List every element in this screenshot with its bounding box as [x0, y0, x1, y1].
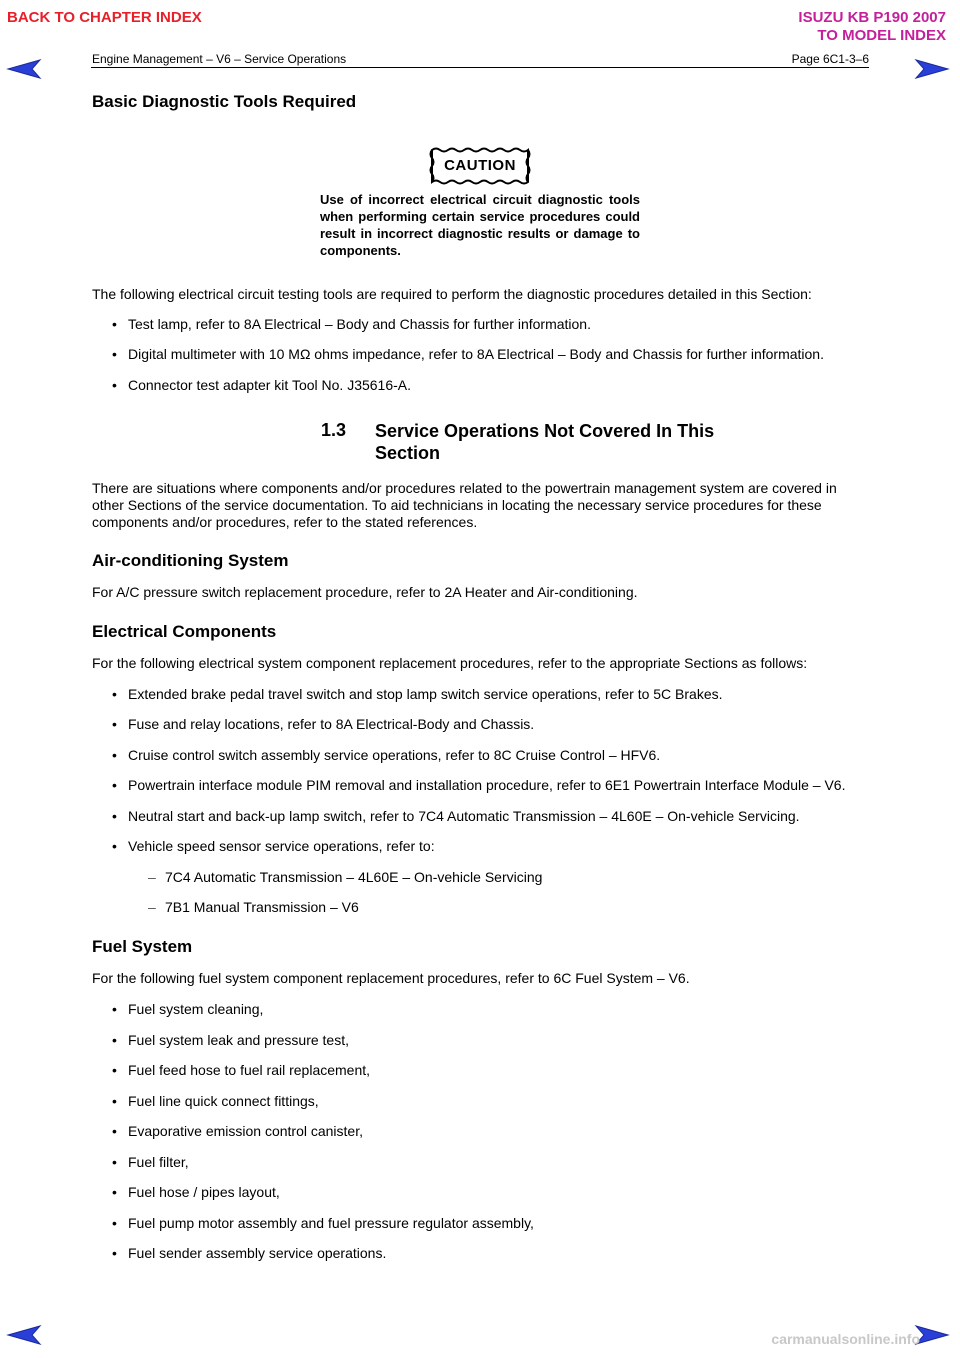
electrical-heading: Electrical Components: [92, 622, 277, 641]
fuel-heading: Fuel System: [92, 937, 193, 956]
bullet-icon: •: [112, 316, 117, 332]
bullet-icon: •: [112, 838, 117, 854]
bullet-icon: •: [112, 747, 117, 763]
aircon-heading: Air-conditioning System: [92, 551, 289, 570]
bullet-icon: •: [112, 1093, 117, 1109]
bullet-icon: •: [112, 777, 117, 793]
bullet-icon: •: [112, 1062, 117, 1078]
prev-page-arrow-icon[interactable]: [6, 58, 42, 80]
tools-intro: The following electrical circuit testing tools are required to perform the diagnostic procedures detailed in this Section:: [92, 286, 812, 302]
bullet-icon: •: [112, 1032, 117, 1048]
header-rule: [91, 67, 869, 68]
fuel-intro: For the following fuel system component replacement procedures, refer to 6C Fuel System – V6.: [92, 970, 690, 986]
bullet-icon: •: [112, 1184, 117, 1200]
next-page-arrow-icon[interactable]: [914, 58, 950, 80]
to-model-index[interactable]: TO MODEL INDEX: [817, 27, 946, 44]
model-name: ISUZU KB P190 2007: [798, 9, 946, 26]
bullet-icon: •: [112, 346, 117, 362]
section-title: Service Operations Not Covered In This Section: [375, 421, 715, 463]
caution-text: Use of incorrect electrical circuit diagnostic tools when performing certain service procedures could result in incorrect diagnostic results or damage to components.: [320, 192, 640, 258]
page-number: Page 6C1-3–6: [791, 52, 869, 66]
dash-icon: –: [148, 899, 156, 915]
bullet-icon: •: [112, 716, 117, 732]
section-number: 1.3: [321, 420, 347, 440]
bullet-icon: •: [112, 1123, 117, 1139]
tools-heading: Basic Diagnostic Tools Required: [92, 92, 357, 111]
bullet-icon: •: [112, 686, 117, 702]
caution-label: CAUTION: [444, 157, 516, 174]
dash-icon: –: [148, 869, 156, 885]
caution-badge: [428, 146, 532, 186]
bullet-icon: •: [112, 1215, 117, 1231]
model-index-link[interactable]: [798, 9, 946, 45]
prev-page-arrow-icon[interactable]: [6, 1324, 42, 1346]
electrical-intro: For the following electrical system component replacement procedures, refer to the appropriate Sections as follows:: [92, 655, 808, 671]
section-intro: There are situations where components and/or procedures related to the powertrain management system are covered in other Sections of the service documentation. To aid technicians in locating the necessary service procedures for these components and/or procedures, refer to the stated references.: [92, 480, 837, 530]
aircon-text: For A/C pressure switch replacement procedure, refer to 2A Heater and Air-conditioning.: [92, 584, 638, 600]
footer-watermark: carmanualsonline.info: [771, 1331, 920, 1347]
back-to-chapter-index-link[interactable]: BACK TO CHAPTER INDEX: [7, 9, 202, 26]
bullet-icon: •: [112, 1154, 117, 1170]
document-title: Engine Management – V6 – Service Operations: [92, 52, 347, 66]
bullet-icon: •: [112, 1245, 117, 1261]
bullet-icon: •: [112, 1001, 117, 1017]
bullet-icon: •: [112, 377, 117, 393]
bullet-icon: •: [112, 808, 117, 824]
